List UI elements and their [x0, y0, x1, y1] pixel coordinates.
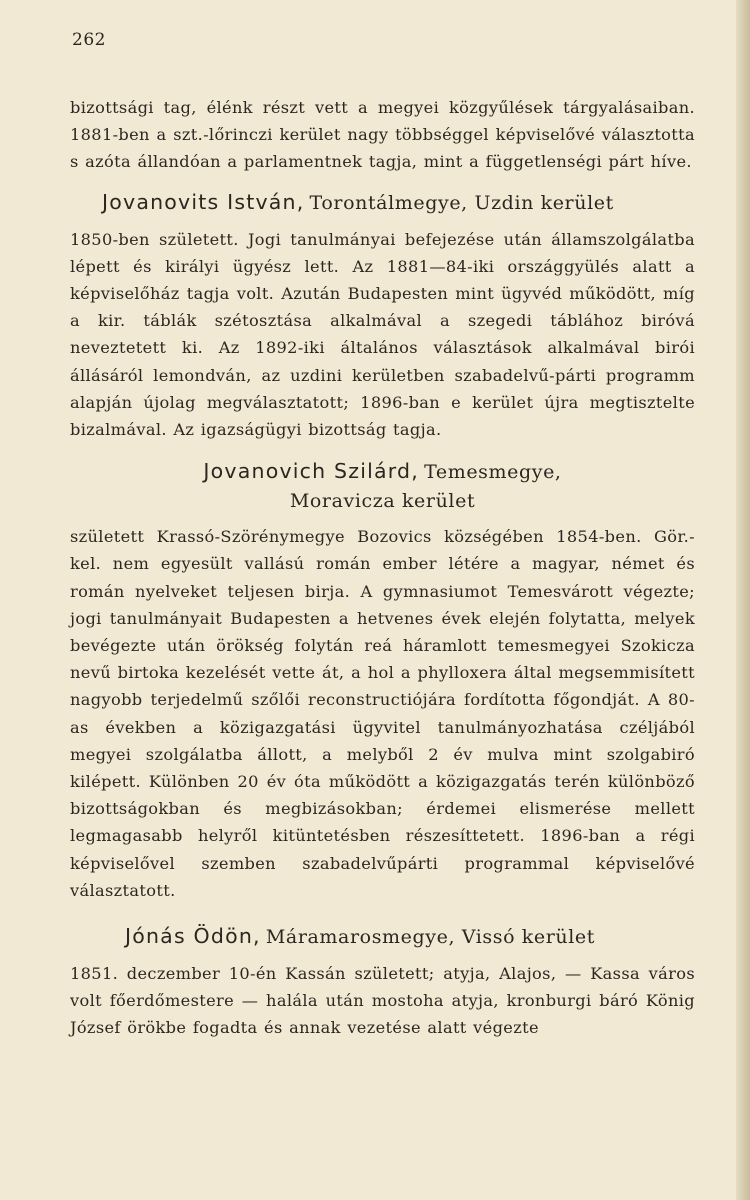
entry-name: Jónás Ödön, [125, 924, 261, 949]
entry-heading-jovanovich [70, 457, 695, 515]
entry-paragraph-jonas: 1851. deczember 10-én Kassán született; atyja, Alajos, — Kassa város volt főerdőmestere — halála után mostoha atyja, kronburgi báró König József örökbe fogadta és annak vezetése alatt végezte [70, 964, 695, 1038]
intro-paragraph: bizottsági tag, élénk részt vett a megyei közgyűlések tárgyalásaiban. 1881-ben a szt.-lőrinczi kerület nagy többséggel képviselővé választotta s azóta állandóan a parlamentnek tagja, mint a függetlenségi párt híve. [70, 98, 695, 172]
entry-paragraph-jovanovits: 1850-ben született. Jogi tanulmányai befejezése után államszolgálatba lépett és királyi ügyész lett. Az 1881—84-iki országgyülés alatt a képviselőház tagja volt. Azután Budapesten mint ügyvéd működött, míg a kir. táblák szétosztása alkalmával a szegedi táblához biróvá neveztetett ki. Az 1892-iki általános választások alkalmával birói állásáról lemondván, az uzdini kerületben szabadelvű-párti programm alapján újolag megválasztatott; 1896-ban e kerület újra megtisztelte bizalmával. Az igazságügyi bizottság tagja. [70, 229, 695, 440]
entry-heading-jonas [70, 922, 695, 952]
entry-heading-jovanovits [70, 188, 695, 218]
page-number: 262 [72, 30, 106, 50]
page-content [70, 30, 695, 1042]
entry-name: Jovanovits István, [102, 189, 305, 214]
entry-place: Máramarosmegye, Vissó kerület [265, 926, 596, 949]
entry-place: Temesmegye, [424, 461, 562, 484]
entry-name: Jovanovich Szilárd, [203, 459, 419, 484]
entry-place-line2: Moravicza kerület [289, 490, 476, 513]
entry-paragraph-jovanovich: született Krassó-Szörénymegye Bozovics községében 1854-ben. Gör.-kel. nem egyesült vallású román ember létére a magyar, német és román nyelveket teljesen birja. A gymnasiumot Temesvárott végezte; jogi tanulmányait Budapesten a hetvenes évek elején folytatta, melyek bevégezte után örökség folytán reá háramlott temesmegyei Szokicza nevű birtoka kezelését vette át, a hol a phylloxera által megsemmisített nagyobb terjedelmű szőlői reconstructiójára fordította főgondját. A 80-as években a közigazgatási ügyvitel tanulmányozhatása czéljából megyei szolgálatba állott, a melyből 2 év mulva mint szolgabiró kilépett. Különben 20 év óta működött a közigazgatás terén különböző bizottságokban és megbizásokban; érdemei elismerése mellett legmagasabb helyről kitüntetésben részesíttetett. 1896-ban a régi képviselővel szemben szabadelvűpárti programmal képviselővé választatott. [70, 527, 695, 900]
page-edge [736, 0, 750, 1200]
entry-place: Torontálmegye, Uzdin kerület [309, 191, 614, 214]
